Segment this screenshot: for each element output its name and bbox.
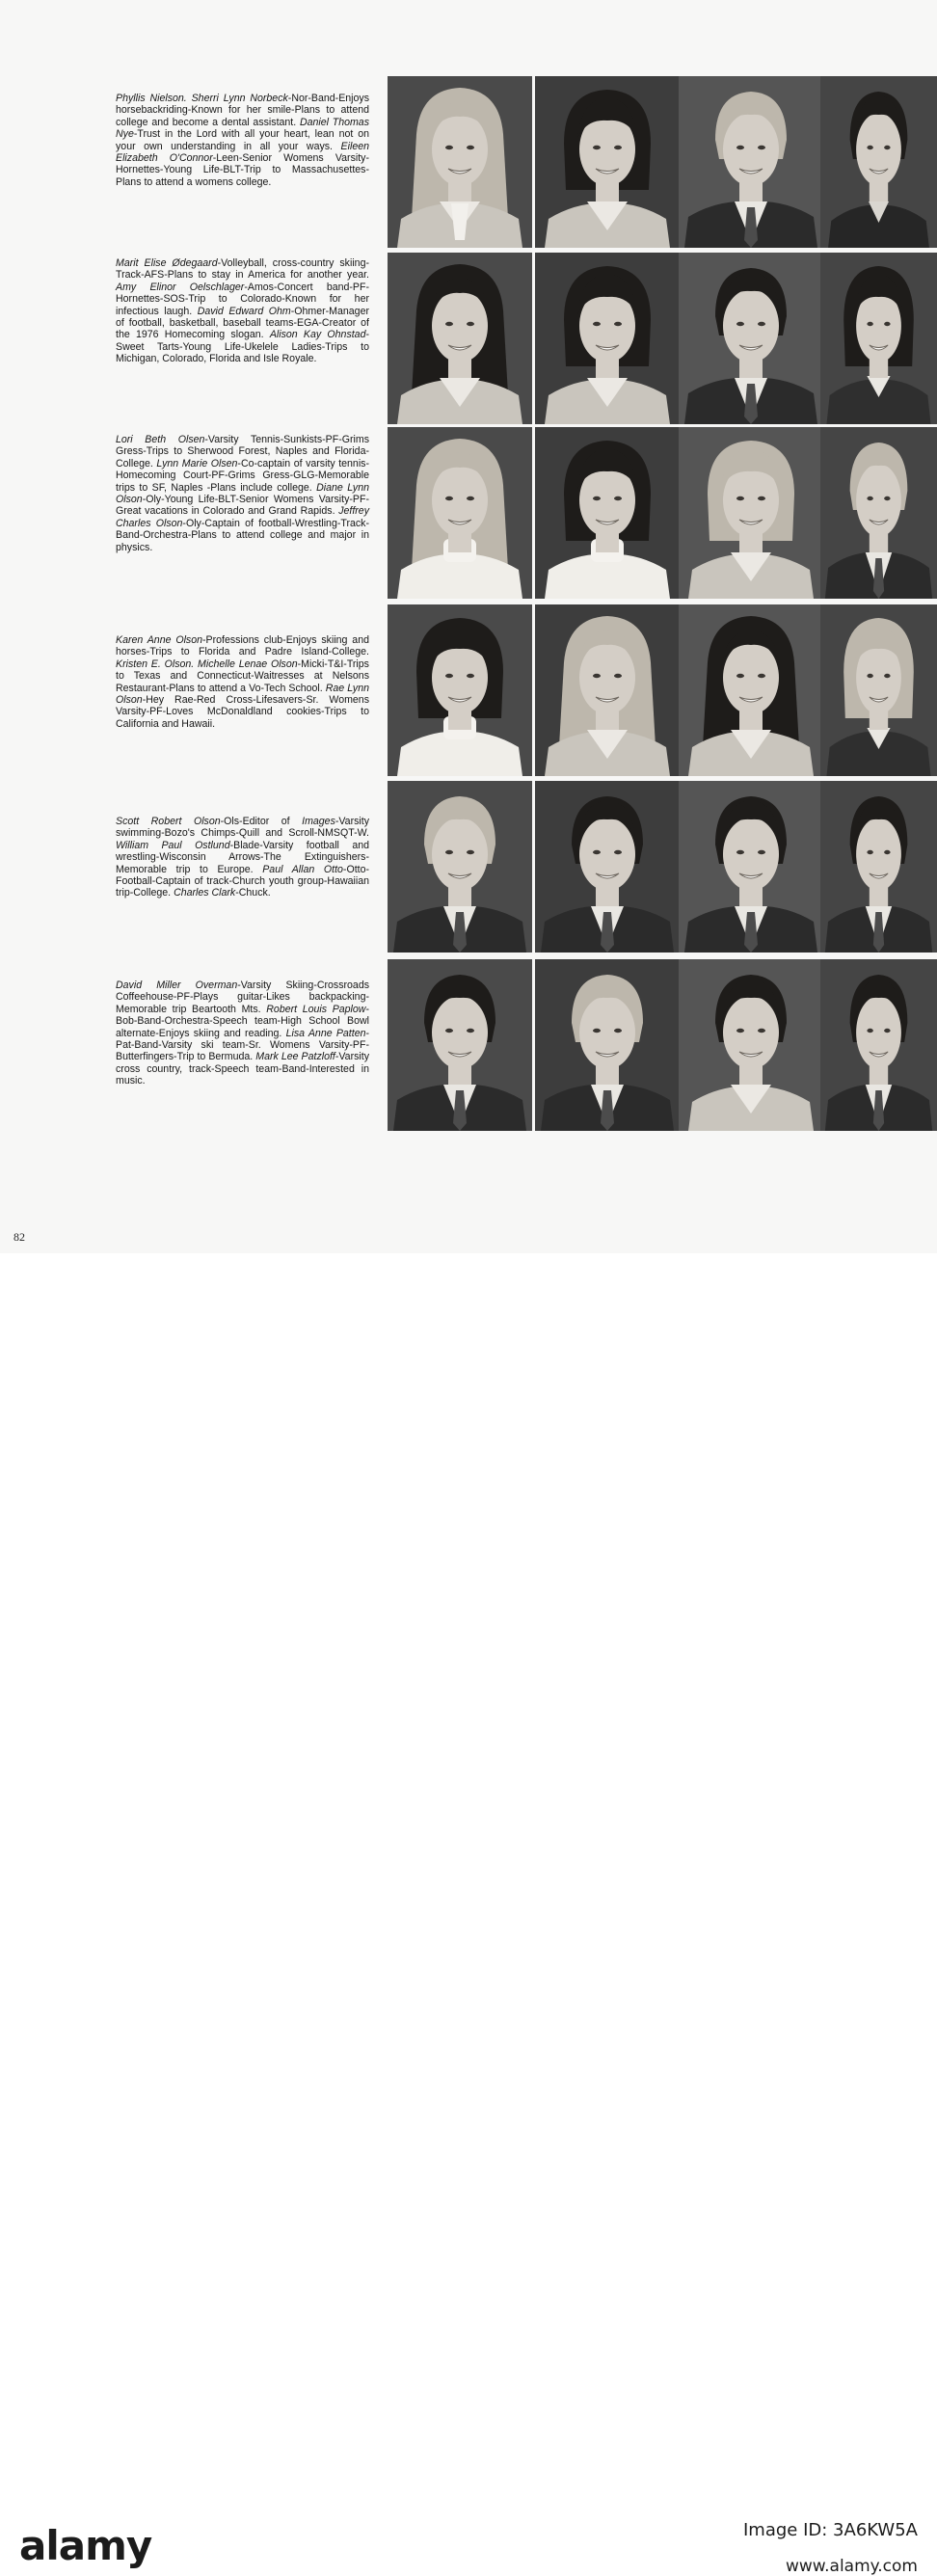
student-portrait <box>820 781 937 953</box>
student-portrait <box>388 781 532 953</box>
student-details: -Blade-Varsity football and wrestling-Wisconsin Arrows-The Extinguishers-Memorable trip to Europe. <box>116 839 370 875</box>
student-details: -Amos-Concert band-PF-Hornettes-SOS-Trip to Colorado-Known for her infectious laugh. <box>116 281 369 317</box>
student-name: Images <box>302 816 335 827</box>
student-name: Amy Elinor Oelschlager <box>116 281 245 293</box>
student-name: Rae Lynn Olson <box>116 682 369 707</box>
student-details: -Sweet Tarts-Young Life-Ukelele Ladies-Trips to Michigan, Colorado, Florida and Isle Royale. <box>116 329 369 365</box>
student-details: -Professions club-Enjoys skiing and horses-Trips to Florida and Padre Island-College. <box>116 634 369 658</box>
student-name: Scott Robert Olson <box>116 816 221 827</box>
student-portrait <box>535 604 680 776</box>
student-name: Marit Elise Ødegaard <box>116 257 218 269</box>
student-details: -Varsity cross country, track-Speech team-Band-Interested in music. <box>116 1051 369 1087</box>
student-name: Lisa Anne Patten <box>285 1027 366 1039</box>
student-portrait <box>679 959 823 1131</box>
student-name: Eileen Elizabeth O'Connor <box>116 140 369 165</box>
stock-url: www.alamy.com <box>785 2557 918 2576</box>
student-details: -Micki-T&I-Trips to Texas and Connecticut-Waitresses at Nelsons Restaurant-Plans to attend a Vo-Tech School. <box>116 657 369 694</box>
caption-paragraph <box>116 979 369 1087</box>
caption-paragraph <box>116 816 369 899</box>
student-portrait <box>388 427 532 599</box>
caption-paragraph <box>116 434 369 553</box>
student-portrait <box>388 76 532 248</box>
student-portrait <box>820 959 937 1131</box>
student-details: -Volleyball, cross-country skiing-Track-AFS-Plans to stay in America for another year. <box>116 257 369 282</box>
student-details: -Ols-Editor of <box>220 816 303 827</box>
student-portrait <box>820 253 937 424</box>
student-details: -Co-captain of varsity tennis-Homecoming Court-PF-Grims Gress-GLG-Memorable trips to SF, Naples -Plans include college. <box>116 457 370 494</box>
student-details: -Varsity Skiing-Crossroads Coffeehouse-PF-Plays guitar-Likes backpacking-Memorable trip Beartooth Mts. <box>116 979 370 1015</box>
stock-watermark-bar <box>0 1253 937 2576</box>
student-details: -Oly-Young Life-BLT-Senior Womens Varsity-PF-Great vacations in Colorado and Grand Rapids. <box>116 494 369 518</box>
student-name: Lori Beth Olsen <box>116 434 205 445</box>
student-name: Diane Lynn Olson <box>116 481 369 506</box>
student-details: -Oly-Captain of football-Wrestling-Track-Band-Orchestra-Plans to attend college and major in physics. <box>116 517 369 553</box>
student-name: Robert Louis Paplow <box>266 1003 366 1015</box>
student-name: Paul Allan Otto <box>262 863 343 875</box>
student-name: Sherri Lynn Norbeck <box>191 93 288 104</box>
student-portrait <box>679 427 823 599</box>
image-id: Image ID: 3A6KW5A <box>743 2520 918 2540</box>
student-name: Jeffrey Charles Olson <box>116 505 369 529</box>
student-details: -Varsity swimming-Bozo's Chimps-Quill and Scroll-NMSQT-W. <box>116 816 369 840</box>
student-details: -Ohmer-Manager of football, basketball, baseball teams-EGA-Creator of the 1976 Homecoming slogan. <box>116 305 369 341</box>
student-details: -Pat-Band-Varsity ski team-Sr. Womens Varsity-PF-Butterfingers-Trip to Bermuda. <box>116 1027 370 1063</box>
student-details: -Trust in the Lord with all your heart, lean not on your own understanding in all your ways. <box>116 128 369 152</box>
student-name: Karen Anne Olson <box>116 634 203 646</box>
student-portrait <box>535 959 680 1131</box>
student-details: -Varsity Tennis-Sunkists-PF-Grims Gress-Trips to Sherwood Forest, Naples and Florida-College. <box>116 434 369 470</box>
student-name: Lynn Marie Olsen <box>156 457 238 470</box>
student-portrait <box>535 253 680 424</box>
student-portrait <box>820 427 937 599</box>
caption-paragraph <box>116 257 369 365</box>
student-name: Charles Clark <box>174 887 236 899</box>
student-name: David Miller Overman <box>116 979 238 991</box>
student-portrait <box>388 959 532 1131</box>
student-portrait <box>388 604 532 776</box>
page-number: 82 <box>13 1230 25 1244</box>
student-details: -Hey Rae-Red Cross-Lifesavers-Sr. Womens Varsity-PF-Loves McDonaldland cookies-Trips to California and Hawaii. <box>116 694 369 730</box>
student-name: Daniel Thomas Nye <box>116 116 369 141</box>
student-portrait <box>535 427 680 599</box>
student-portrait <box>820 604 937 776</box>
caption-paragraph <box>116 634 369 730</box>
student-name: Phyllis Nielson. <box>116 93 187 104</box>
student-name: Mark Lee Patzloff <box>255 1051 335 1063</box>
student-name: David Edward Ohm <box>197 305 291 317</box>
student-details: -Nor-Band-Enjoys horsebackriding-Known for her smile-Plans to attend college and become a dental assistant. <box>116 93 369 128</box>
student-portrait <box>679 604 823 776</box>
caption-paragraph <box>116 93 369 188</box>
student-name: William Paul Ostlund <box>116 839 230 851</box>
yearbook-page <box>0 0 937 1253</box>
student-portrait <box>535 76 680 248</box>
student-portrait <box>679 253 823 424</box>
student-portrait <box>388 253 532 424</box>
student-name: Kristen E. Olson. <box>116 657 195 670</box>
student-name: Michelle Lenae Olson <box>198 657 298 670</box>
student-name: Alison Kay Ohnstad <box>269 329 366 341</box>
brand-logo: alamy <box>19 2522 152 2569</box>
student-portrait <box>679 781 823 953</box>
student-portrait <box>820 76 937 248</box>
student-portrait <box>535 781 680 953</box>
student-portrait <box>679 76 823 248</box>
student-details: -Leen-Senior Womens Varsity-Hornettes-Young Life-BLT-Trip to Massachusettes-Plans to attend a womens college. <box>116 152 369 188</box>
student-details: -Chuck. <box>235 887 271 899</box>
student-details: -Bob-Band-Orchestra-Speech team-High School Bowl alternate-Enjoys skiing and reading. <box>116 1003 369 1039</box>
student-details: -Otto-Football-Captain of track-Church youth group-Hawaiian trip-College. <box>116 863 369 899</box>
